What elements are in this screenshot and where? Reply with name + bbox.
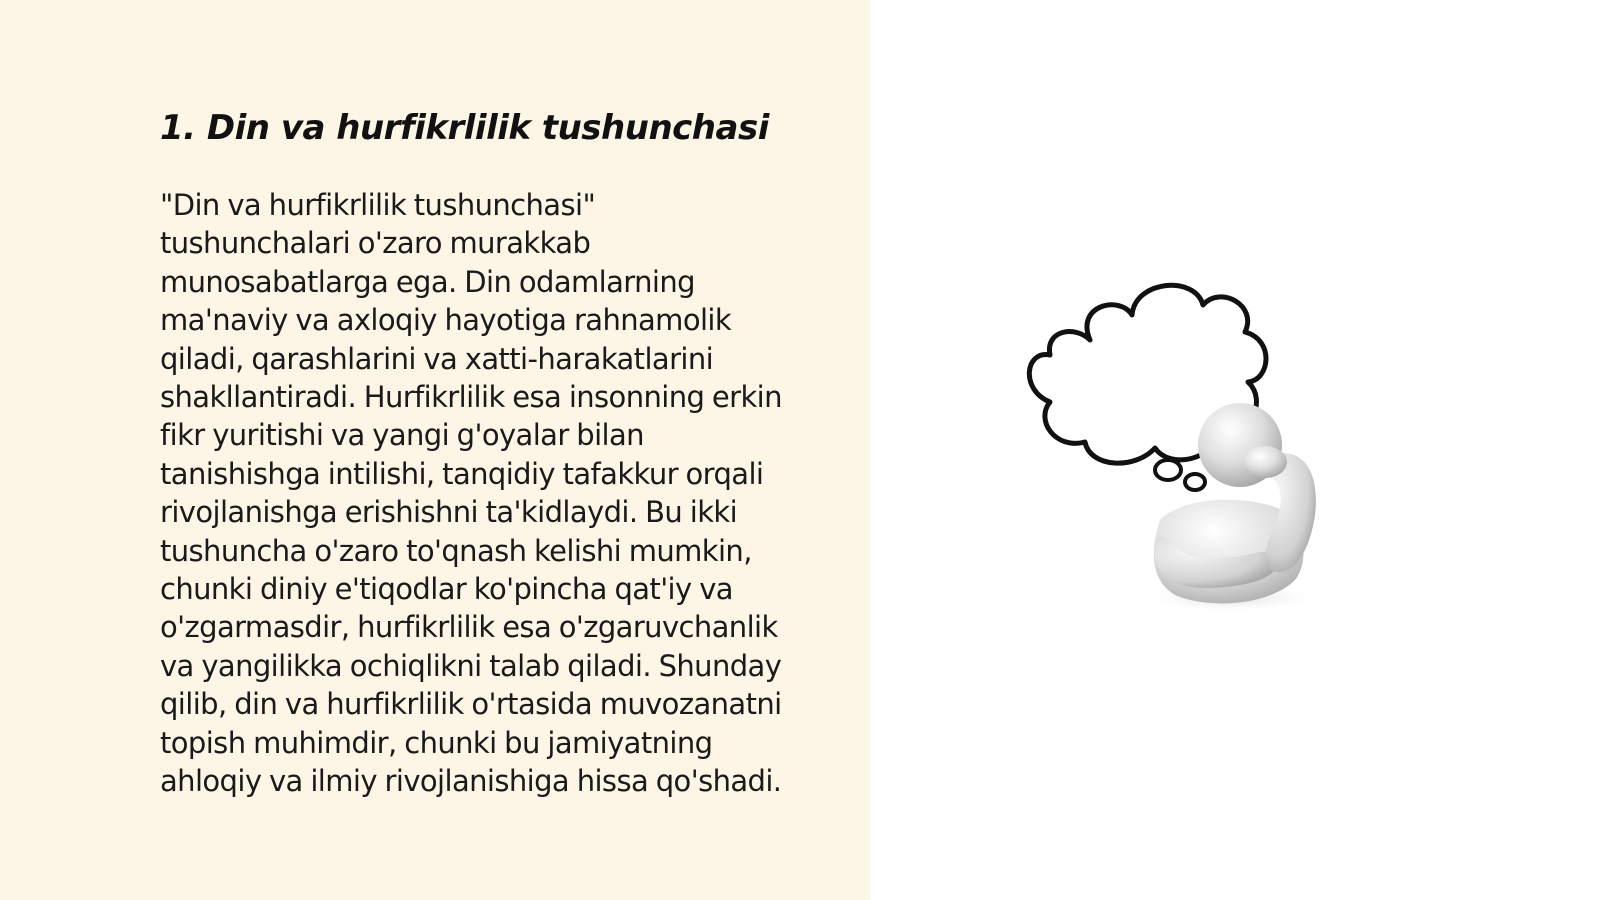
slide-title: 1. Din va hurfikrlilik tushunchasi [160,108,769,148]
body-line: qilib, din va hurfikrlilik o'rtasida muvozanatni [160,687,782,722]
body-line: ma'naviy va axloqiy hayotiga rahnamolik [160,303,732,338]
body-line: "Din va hurfikrlilik tushunchasi" [160,188,596,222]
body-line: tanishishga intilishi, tanqidiy tafakkur orqali [160,456,764,491]
body-line: topish muhimdir, chunki bu jamiyatning [160,725,713,760]
body-line: tushuncha o'zaro to'qnash kelishi mumkin, [160,533,752,568]
body-line: shakllantiradi. Hurfikrlilik esa insonning erkin [160,380,782,415]
body-line: ahloqiy va ilmiy rivojlanishiga hissa qo'shadi. [160,764,782,799]
body-line: o'zgarmasdir, hurfikrlilik esa o'zgaruvchanlik [160,610,778,645]
body-line: munosabatlarga ega. Din odamlarning [160,264,695,299]
body-line: qiladi, qarashlarini va xatti-harakatlarini [160,341,714,376]
body-line: rivojlanishga erishishni ta'kidlaydi. Bu ikki [160,495,738,530]
body-line: tushunchalari o'zaro murakkab [160,226,591,261]
body-line: chunki diniy e'tiqodlar ko'pincha qat'iy va [160,572,733,607]
slide-body-text [160,186,850,801]
body-line: fikr yuritishi va yangi g'oyalar bilan [160,418,644,453]
thinking-person-icon [1020,270,1360,620]
body-line: va yangilikka ochiqlikni talab qiladi. Shunday [160,648,782,683]
